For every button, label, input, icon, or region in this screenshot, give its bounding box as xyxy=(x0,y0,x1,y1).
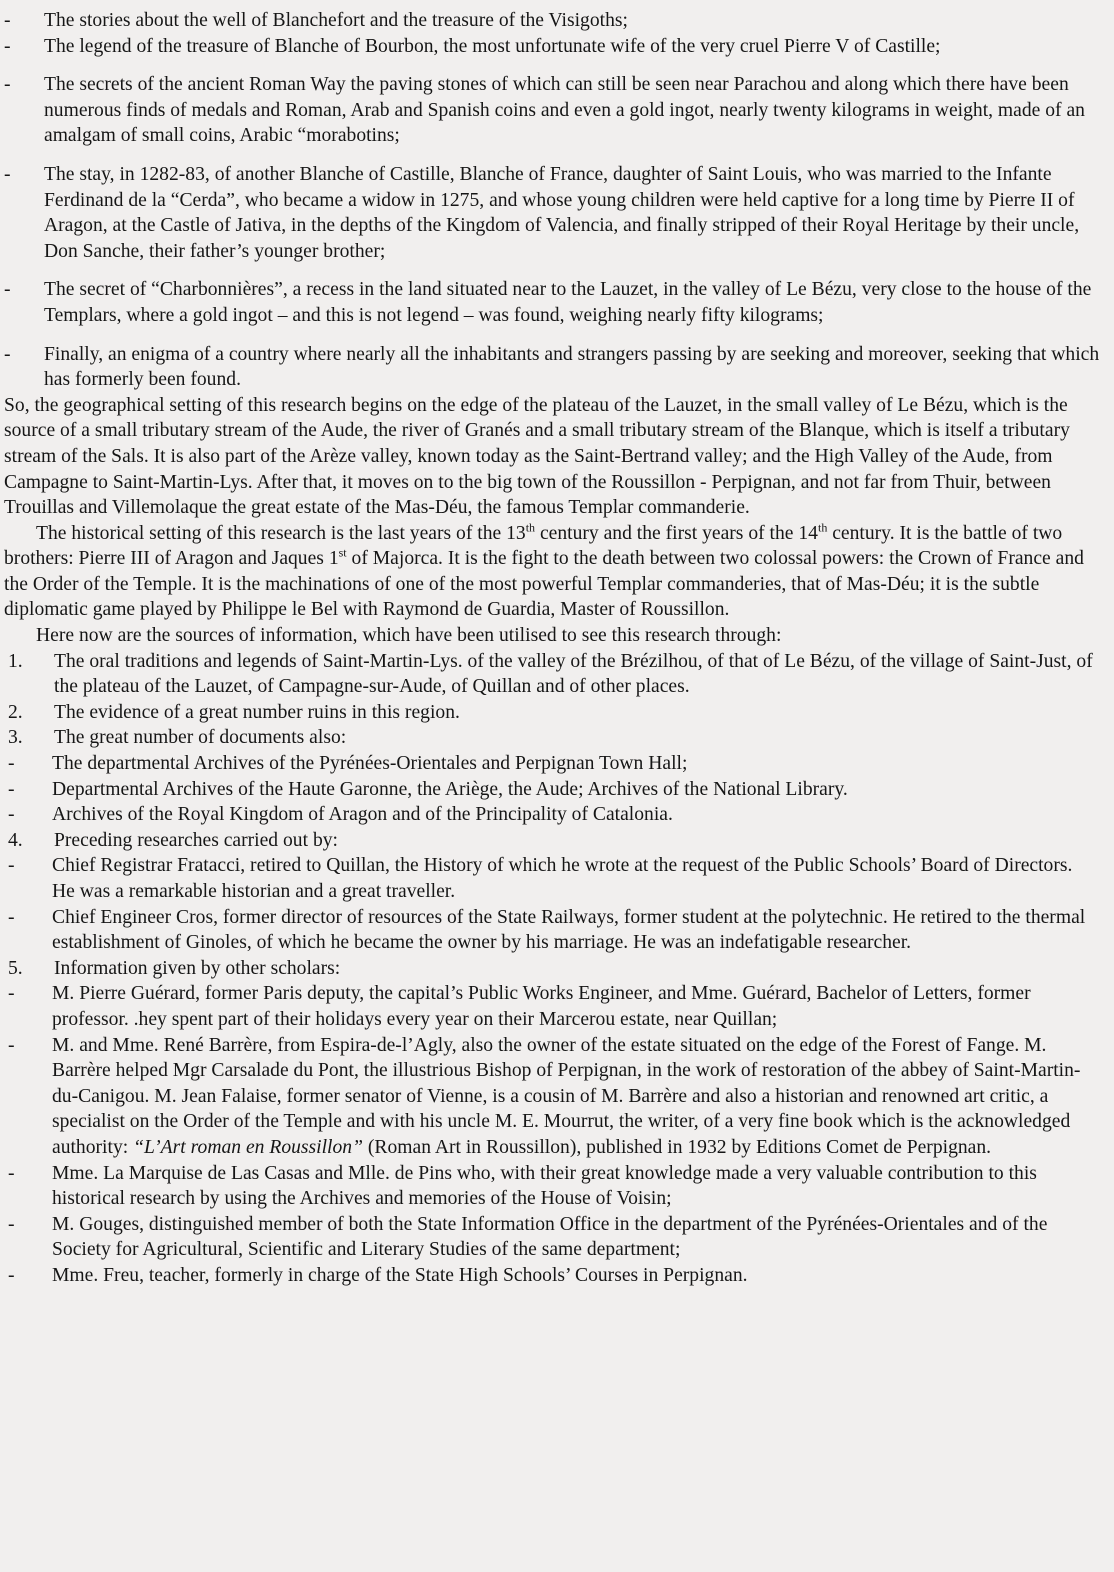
list-item-text: M. Pierre Guérard, former Paris deputy, the capital’s Public Works Engineer, and Mme. Guérard, Bachelor of Letters, former professor. .hey spent part of their holidays every year on their Marcerou estate, near Quillan; xyxy=(52,983,1031,1030)
bullet-marker: - xyxy=(8,855,15,877)
text-span: The historical setting of this research is the last years of the 13 xyxy=(36,522,526,544)
list-item xyxy=(4,72,1100,149)
numbered-item-text: The great number of documents also: xyxy=(54,727,347,749)
historical-setting-paragraph xyxy=(4,521,1100,623)
list-item-text: Archives of the Royal Kingdom of Aragon and of the Principality of Catalonia. xyxy=(52,804,673,826)
list-item-text: The stories about the well of Blanchefort and the treasure of the Visigoths; xyxy=(44,10,628,31)
numbered-item-text: The evidence of a great number ruins in this region. xyxy=(54,701,460,723)
number-marker: 5. xyxy=(8,957,23,979)
numbered-item xyxy=(4,700,1100,726)
text-span: century. It is the battle of two brothers: Pierre III of Aragon and Jaques 1 xyxy=(4,522,1063,570)
numbered-item xyxy=(4,828,1100,854)
superscript: th xyxy=(525,520,536,535)
bullet-marker: - xyxy=(4,74,11,96)
list-item xyxy=(4,1212,1100,1263)
list-item-text: Departmental Archives of the Haute Garonne, the Ariège, the Aude; Archives of the National Library. xyxy=(52,778,848,800)
bullet-marker: - xyxy=(4,163,11,185)
sources-intro-paragraph: Here now are the sources of information, which have been utilised to see this research through: xyxy=(36,625,782,647)
list-item-text: The legend of the treasure of Blanche of Bourbon, the most unfortunate wife of the very cruel Pierre V of Castille; xyxy=(44,35,941,57)
numbered-item-text: Preceding researches carried out by: xyxy=(54,829,338,851)
superscript: st xyxy=(338,545,347,560)
bullet-marker: - xyxy=(8,804,15,826)
list-item xyxy=(4,853,1100,904)
bullet-marker: - xyxy=(8,1264,15,1286)
list-item xyxy=(4,34,1100,60)
list-item-text: The secrets of the ancient Roman Way the paving stones of which can still be seen near Parachou and along which there have been numerous finds of medals and Roman, Arab and Spanish coins and even a gold ingot, nearly twenty kilograms in weight, made of an amalgam of small coins, Arabic “morabotins; xyxy=(44,74,1085,147)
number-marker: 1. xyxy=(8,650,23,672)
bullet-marker: - xyxy=(8,1162,15,1184)
bullet-marker: - xyxy=(8,753,15,775)
list-item-text: Finally, an enigma of a country where nearly all the inhabitants and strangers passing by are seeking and moreover, seeking that which has formerly been found. xyxy=(44,343,1100,391)
bullet-marker: - xyxy=(8,778,15,800)
bullet-marker: - xyxy=(8,906,15,928)
text-span: century and the first years of the 14 xyxy=(535,522,818,544)
numbered-item-text: Information given by other scholars: xyxy=(54,957,341,979)
list-item-text: Mme. Freu, teacher, formerly in charge of the State High Schools’ Courses in Perpignan. xyxy=(52,1264,748,1286)
list-item xyxy=(4,1161,1100,1212)
bullet-marker: - xyxy=(8,983,15,1005)
list-item-text: The stay, in 1282-83, of another Blanche of Castille, Blanche of France, daughter of Saint Louis, who was married to the Infante Ferdinand de la “Cerda”, who became a widow in 1275, and whose young children were held captive for a long time by Pierre II of Aragon, at the Castle of Jativa, in the depths of the Kingdom of Valencia, and finally stripped of their Royal Heritage by their uncle, Don Sanche, their father’s younger brother; xyxy=(44,163,1080,262)
bullet-marker: - xyxy=(4,35,11,57)
number-marker: 4. xyxy=(8,829,23,851)
text-span: of Majorca. It is the fight to the death between two colossal powers: the Crown of France and the Order of the Temple. It is the machinations of one of the most powerful Templar commanderies, that of Mas-Déu; it is the subtle diplomatic game played by Philippe le Bel with Raymond de Guardia, Master of Roussillon. xyxy=(4,548,1084,621)
book-title: “L’Art roman en Roussillon” xyxy=(133,1136,363,1158)
list-item xyxy=(4,905,1100,956)
list-item-text: Mme. La Marquise de Las Casas and Mlle. de Pins who, with their great knowledge made a very valuable contribution to this historical research by using the Archives and memories of the House of Voisin; xyxy=(52,1162,1037,1210)
text-span: (Roman Art in Roussillon), published in 1932 by Editions Comet de Perpignan. xyxy=(363,1136,992,1158)
bullet-marker: - xyxy=(8,1213,15,1235)
bullet-marker: - xyxy=(4,343,11,365)
geographical-setting-paragraph: So, the geographical setting of this research begins on the edge of the plateau of the Lauzet, in the small valley of Le Bézu, which is the source of a small tributary stream of the Aude, the river of Granés and a small tributary stream of the Blanque, which is itself a tributary stream of the Sals. It is also part of the Arèze valley, known today as the Saint-Bertrand valley; and the High Valley of the Aude, from Campagne to Saint-Martin-Lys. After that, it moves on to the big town of the Roussillon - Perpignan, and not far from Thuir, between Trouillas and Villemolaque the great estate of the Mas-Déu, the famous Templar commanderie. xyxy=(4,394,1070,519)
list-item xyxy=(4,802,1100,828)
list-item-text: The secret of “Charbonnières”, a recess in the land situated near to the Lauzet, in the valley of Le Bézu, very close to the house of the Templars, where a gold ingot – and this is not legend – was found, weighing nearly fifty kilograms; xyxy=(44,279,1092,326)
list-item xyxy=(4,342,1100,393)
list-item xyxy=(4,162,1100,264)
number-marker: 2. xyxy=(8,701,23,723)
list-item-text: M. Gouges, distinguished member of both the State Information Office in the department of the Pyrénées-Orientales and of the Society for Agricultural, Scientific and Literary Studies of the same department; xyxy=(52,1213,1048,1261)
list-item xyxy=(4,8,1100,34)
list-item xyxy=(4,751,1100,777)
list-item xyxy=(4,1033,1100,1161)
numbered-item xyxy=(4,956,1100,982)
bullet-marker: - xyxy=(4,10,11,31)
number-marker: 3. xyxy=(8,727,23,749)
list-item-text: Chief Engineer Cros, former director of resources of the State Railways, former student at the polytechnic. He retired to the thermal establishment of Ginoles, of which he became the owner by his marriage. He was an indefatigable researcher. xyxy=(52,906,1086,954)
bullet-marker: - xyxy=(4,279,11,301)
numbered-item-text: The oral traditions and legends of Saint-Martin-Lys. of the valley of the Brézilhou, of that of Le Bézu, of the village of Saint-Just, of the plateau of the Lauzet, of Campagne-sur-Aude, of Quillan and of other places. xyxy=(54,650,1093,698)
list-item-text xyxy=(52,1035,1080,1158)
superscript: th xyxy=(817,520,828,535)
bullet-marker: - xyxy=(8,1034,15,1056)
list-item xyxy=(4,777,1100,803)
list-item xyxy=(4,277,1100,328)
list-item-text: Chief Registrar Fratacci, retired to Quillan, the History of which he wrote at the request of the Public Schools’ Board of Directors. He was a remarkable historian and a great traveller. xyxy=(52,855,1073,902)
numbered-item xyxy=(4,649,1100,700)
numbered-item xyxy=(4,725,1100,751)
list-item xyxy=(4,1263,1100,1289)
list-item-text: The departmental Archives of the Pyrénées-Orientales and Perpignan Town Hall; xyxy=(52,753,688,775)
text-span: M. and Mme. René Barrère, from Espira-de-l’Agly, also the owner of the estate situated on the edge of the Forest of Fange. M. Barrère helped Mgr Carsalade du Pont, the illustrious Bishop of Perpignan, in the work of restoration of the abbey of Saint-Martin-du-Canigou. M. Jean Falaise, former senator of Vienne, is a cousin of M. Barrère and also a historian and renowned art critic, a specialist on the Order of the Temple and with his uncle M. E. Mourrut, the writer, of a very fine book which is the acknowledged authority: xyxy=(52,1034,1081,1158)
list-item xyxy=(4,981,1100,1032)
